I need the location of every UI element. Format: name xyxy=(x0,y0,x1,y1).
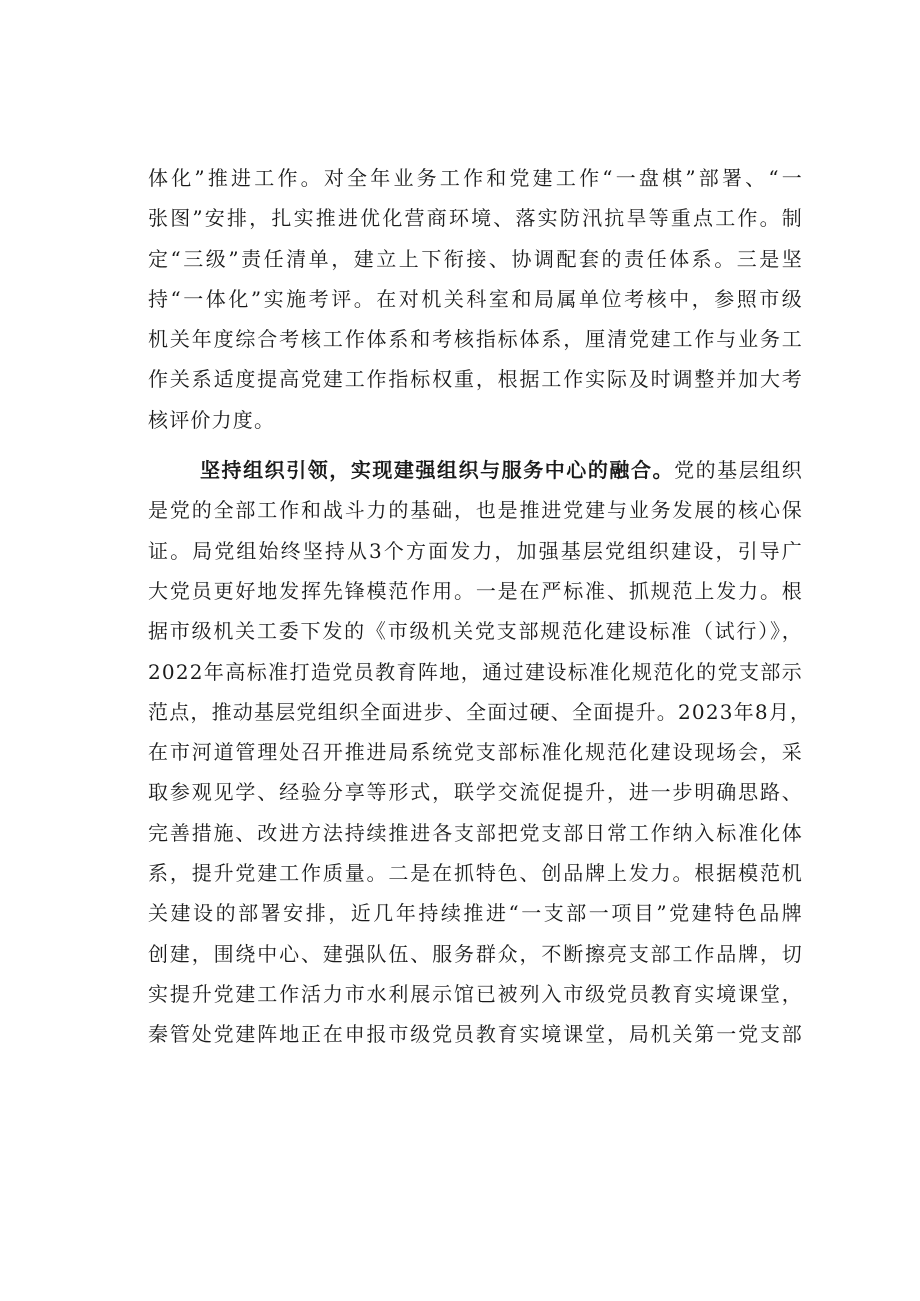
text-line: 核评价力度。 xyxy=(148,407,276,432)
paragraph-integration-work xyxy=(148,158,803,440)
text-line: 秦管处党建阵地正在申报市级党员教育实境课堂，局机关第一党支部 xyxy=(148,1022,803,1047)
text-line: 实提升党建工作活力市水利展示馆已被列入市级党员教育实境课堂， xyxy=(148,981,803,1006)
text-line: 2022年高标准打造党员教育阵地，通过建设标准化规范化的党支部示 xyxy=(148,659,803,684)
text-line: 作关系适度提高党建工作指标权重，根据工作实际及时调整并加大考 xyxy=(148,367,803,392)
text-line: 在市河道管理处召开推进局系统党支部标准化规范化建设现场会，采 xyxy=(148,740,803,765)
text-line: 证。局党组始终坚持从3个方面发力，加强基层党组织建设，引导广 xyxy=(148,538,803,563)
section-heading: 坚持组织引领，实现建强组织与服务中心的融合。 xyxy=(200,458,675,483)
document-body xyxy=(148,158,812,1055)
text-line: 取参观见学、经验分享等形式，联学交流促提升，进一步明确思路、 xyxy=(148,780,803,805)
paragraph-spacer xyxy=(148,440,803,450)
text-line-first xyxy=(148,450,803,490)
text-line: 持“一体化”实施考评。在对机关科室和局属单位考核中，参照市级 xyxy=(148,286,803,311)
text-line: 据市级机关工委下发的《市级机关党支部规范化建设标准（试行）》， xyxy=(148,619,803,644)
text-line: 体化”推进工作。对全年业务工作和党建工作“一盘棋”部署、“一 xyxy=(148,166,803,190)
text-line: 创建，围绕中心、建强队伍、服务群众，不断擦亮支部工作品牌，切 xyxy=(148,941,803,966)
text-line: 张图”安排，扎实推进优化营商环境、落实防汛抗旱等重点工作。制 xyxy=(148,206,803,231)
text-line: 大党员更好地发挥先锋模范作用。一是在严标准、抓规范上发力。根 xyxy=(148,578,803,603)
section-heading-continuation: 党的基层组织 xyxy=(674,458,804,483)
text-line: 是党的全部工作和战斗力的基础，也是推进党建与业务发展的核心保 xyxy=(148,498,803,523)
text-line: 完善措施、改进方法持续推进各支部把党支部日常工作纳入标准化体 xyxy=(148,820,803,845)
text-line: 范点，推动基层党组织全面进步、全面过硬、全面提升。2023年8月， xyxy=(148,699,812,724)
paragraph-organization-leadership xyxy=(148,450,812,1054)
text-line: 定“三级”责任清单，建立上下衔接、协调配套的责任体系。三是坚 xyxy=(148,246,803,271)
text-line: 系，提升党建工作质量。二是在抓特色、创品牌上发力。根据模范机 xyxy=(148,861,803,886)
text-line: 机关年度综合考核工作体系和考核指标体系，厘清党建工作与业务工 xyxy=(148,327,803,352)
text-line: 关建设的部署安排，近几年持续推进“一支部一项目”党建特色品牌 xyxy=(148,901,803,926)
